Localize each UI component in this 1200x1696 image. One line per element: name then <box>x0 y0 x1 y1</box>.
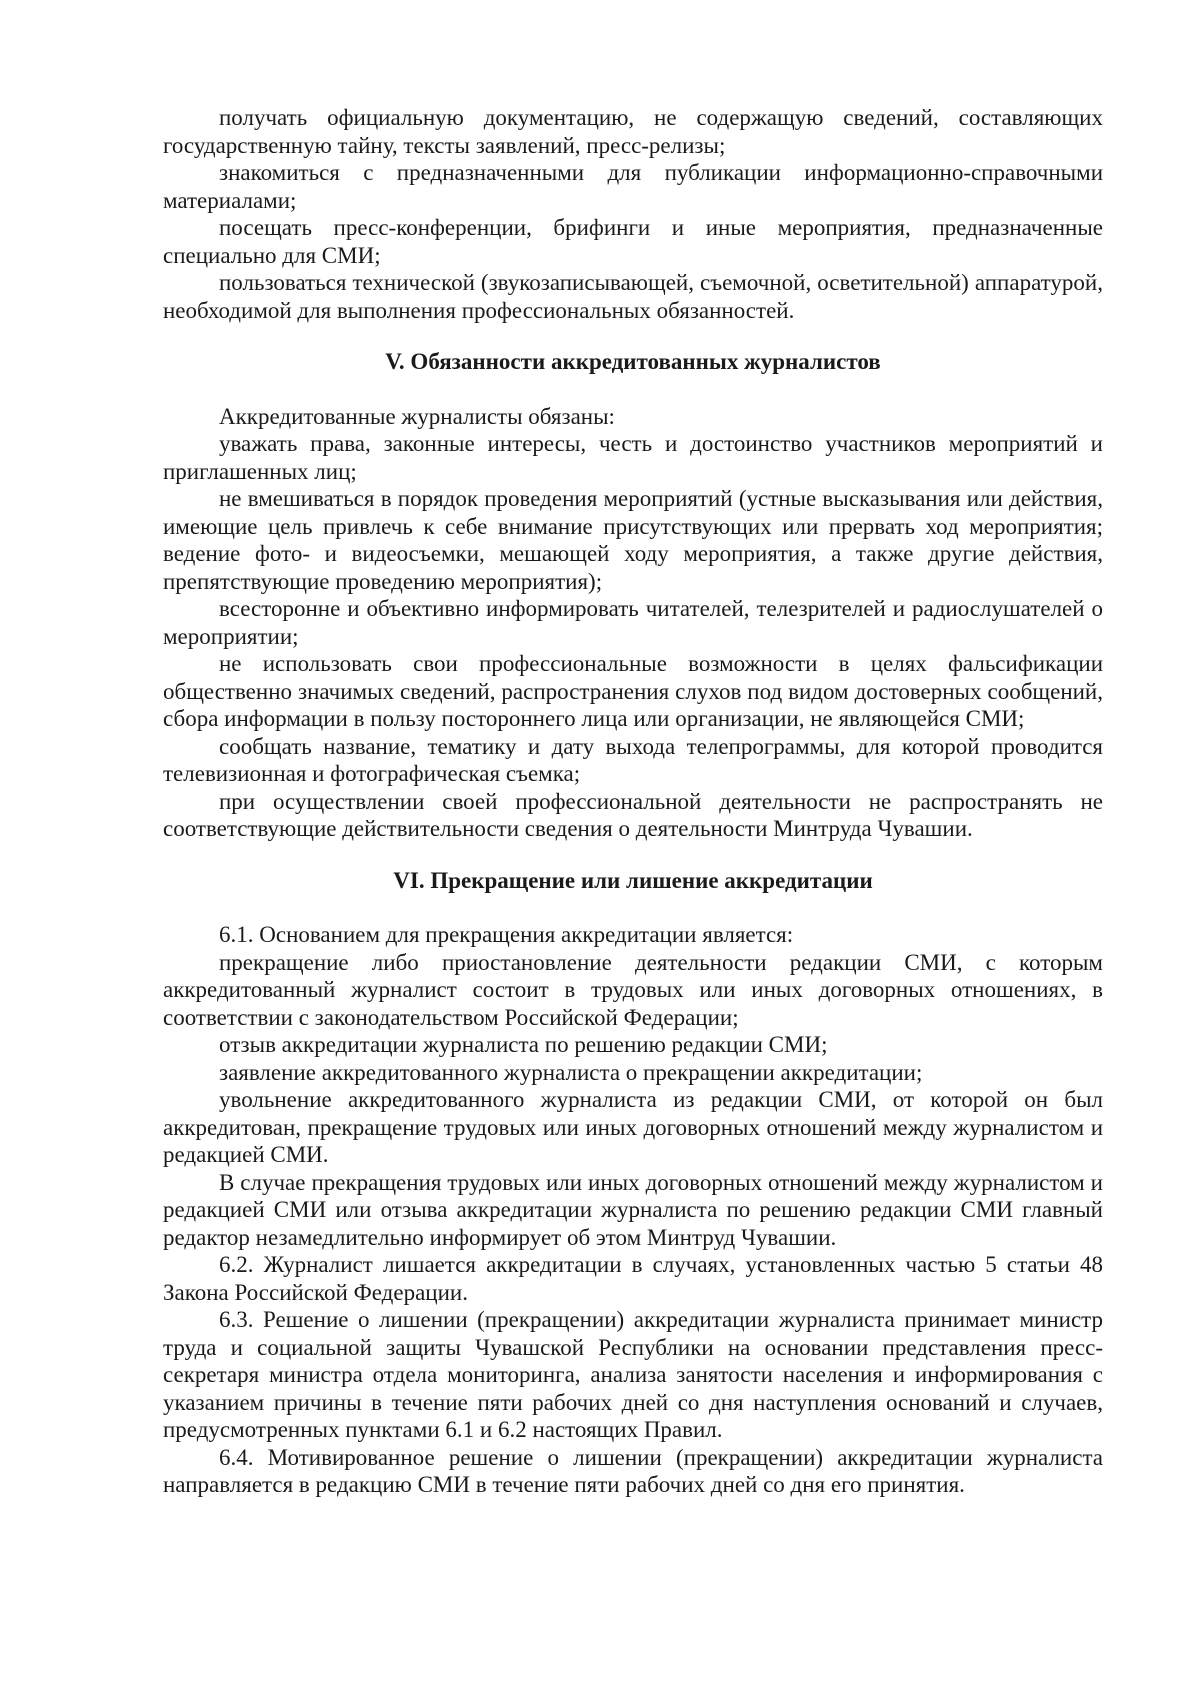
paragraph: заявление аккредитованного журналиста о прекращении аккредитации; <box>219 1059 923 1085</box>
paragraph: уважать права, законные интересы, честь и достоинство участников мероприятий и приглашенных лиц; <box>163 431 1103 484</box>
paragraph: 6.1. Основанием для прекращения аккредитации является: <box>219 922 794 947</box>
paragraph: пользоваться технической (звукозаписывающей, съемочной, осветительной) аппаратурой, необходимой для выполнения профессиональных обязанностей. <box>163 270 1103 323</box>
section-heading-vi: VI. Прекращение или лишение аккредитации <box>393 867 873 893</box>
section-heading-v: V. Обязанности аккредитованных журналистов <box>385 349 881 374</box>
paragraph: В случае прекращения трудовых или иных договорных отношений между журналистом и редакцией СМИ или отзыва аккредитации журналиста по решению редакции СМИ главный редактор незамедлительно информирует об этом Минтруд Чувашии. <box>163 1169 1103 1250</box>
paragraph: всесторонне и объективно информировать читателей, телезрителей и радиослушателей о мероприятии; <box>163 596 1103 649</box>
paragraph: сообщать название, тематику и дату выхода телепрограммы, для которой проводится телевизионная и фотографическая съемка; <box>163 733 1103 786</box>
paragraph: знакомиться с предназначенными для публикации информационно-справочными материалами; <box>163 160 1103 213</box>
document-page <box>163 104 1103 1499</box>
paragraph: не вмешиваться в порядок проведения мероприятий (устные высказывания или действия, имеющие цель привлечь к себе внимание присутствующих или прервать ход мероприятия; ведение фото- и видеосъемки, мешающей ходу мероприятия, а также другие действия, препятствующие проведению мероприятия); <box>163 486 1103 594</box>
paragraph: получать официальную документацию, не содержащую сведений, составляющих государственную тайну, тексты заявлений, пресс-релизы; <box>163 105 1103 158</box>
paragraph: отзыв аккредитации журналиста по решению редакции СМИ; <box>219 1032 828 1057</box>
paragraph: 6.2. Журналист лишается аккредитации в случаях, установленных частью 5 статьи 48 Закона Российской Федерации. <box>163 1252 1103 1305</box>
paragraph: посещать пресс-конференции, брифинги и иные мероприятия, предназначенные специально для СМИ; <box>163 215 1103 268</box>
paragraph: не использовать свои профессиональные возможности в целях фальсификации общественно значимых сведений, распространения слухов под видом достоверных сообщений, сбора информации в пользу постороннего лица или организации, не являющейся СМИ; <box>163 651 1103 731</box>
paragraph: 6.4. Мотивированное решение о лишении (прекращении) аккредитации журналиста направляется в редакцию СМИ в течение пяти рабочих дней со дня его принятия. <box>163 1444 1103 1497</box>
paragraph: прекращение либо приостановление деятельности редакции СМИ, с которым аккредитованный журналист состоит в трудовых или иных договорных отношениях, в соответствии с законодательством Российской Федерации; <box>163 949 1103 1030</box>
paragraph: 6.3. Решение о лишении (прекращении) аккредитации журналиста принимает министр труда и социальной защиты Чувашской Республики на основании представления пресс-секретаря министра отдела мониторинга, анализа занятости населения и информирования с указанием причины в течение пяти рабочих дней со дня наступления оснований и случаев, предусмотренных пунктами 6.1 и 6.2 настоящих Правил. <box>163 1307 1103 1442</box>
paragraph: Аккредитованные журналисты обязаны: <box>219 403 615 429</box>
paragraph: при осуществлении своей профессиональной деятельности не распространять не соответствующие действительности сведения о деятельности Минтруда Чувашии. <box>163 788 1103 841</box>
paragraph: увольнение аккредитованного журналиста из редакции СМИ, от которой он был аккредитован, прекращение трудовых или иных договорных отношений между журналистом и редакцией СМИ. <box>163 1087 1103 1167</box>
